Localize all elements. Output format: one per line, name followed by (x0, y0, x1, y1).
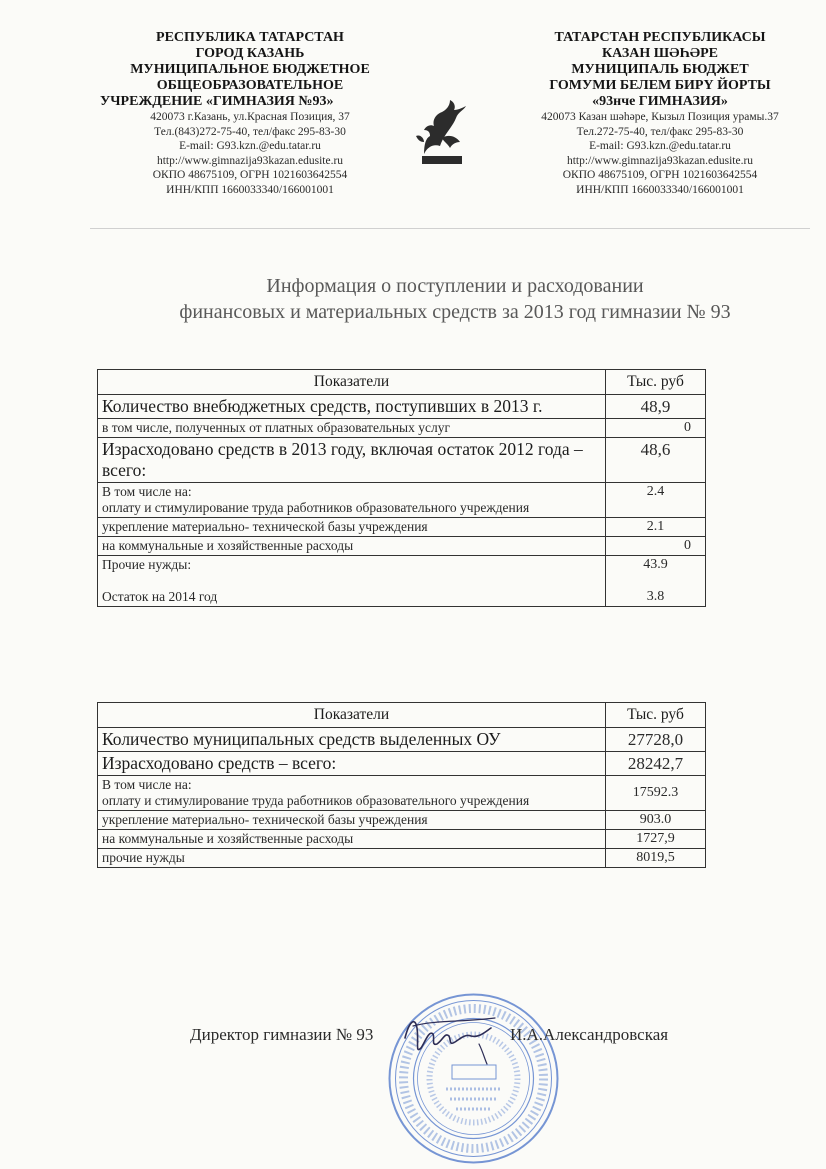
title-line: Информация о поступлении и расходовании (266, 275, 644, 297)
table-row (98, 395, 706, 419)
table-row (98, 419, 706, 438)
row-label-part: Прочие нужды: (102, 557, 192, 572)
row-label: Израсходовано средств – всего: (98, 752, 606, 776)
row-label-part: оплату и стимулирование труда работников образовательного учреждения (102, 500, 530, 515)
letterhead-left-line: УЧРЕЖДЕНИЕ «ГИМНАЗИЯ №93» (100, 94, 334, 109)
row-value: 0 (606, 537, 706, 556)
row-value: 903.0 (606, 811, 706, 830)
table-row (98, 556, 706, 607)
table-row (98, 830, 706, 849)
director-label: Директор гимназии № 93 (190, 1025, 374, 1044)
row-label: укрепление материально- технической базы учреждения (98, 811, 606, 830)
letterhead-left-line: МУНИЦИПАЛЬНОЕ БЮДЖЕТНОЕ (130, 62, 370, 77)
document-title (90, 273, 820, 325)
letterhead-left-detail: http://www.gimnazija93kazan.edusite.ru (156, 154, 344, 167)
row-value: 1727,9 (606, 830, 706, 849)
letterhead-right (510, 30, 810, 197)
row-label (98, 776, 606, 811)
column-header: Показатели (98, 703, 606, 728)
row-label: укрепление материально- технической базы учреждения (98, 518, 606, 537)
table-row (98, 518, 706, 537)
row-label-part: В том числе на: (102, 484, 192, 499)
row-value-part: 3.8 (646, 589, 665, 604)
letterhead-left-line: ГОРОД КАЗАНЬ (195, 46, 305, 61)
row-label: прочие нужды (98, 849, 606, 868)
letterhead-left-line: ОБЩЕОБРАЗОВАТЕЛЬНОЕ (156, 78, 344, 93)
title-line: финансовых и материальных средств за 2013 год гимназии № 93 (179, 301, 731, 323)
letterhead-right-line: ТАТАРСТАН РЕСПУБЛИКАСЫ (554, 30, 766, 45)
director-signature-icon (395, 1008, 525, 1068)
row-value: 2.4 (606, 483, 706, 518)
table-row (98, 752, 706, 776)
letterhead-right-detail: E-mail: G93.kzn.@edu.tatar.ru (589, 140, 731, 152)
letterhead-right-detail: 420073 Казан шәһәре, Кызыл Позиция урамы.37 (541, 111, 779, 123)
row-value: 2.1 (606, 518, 706, 537)
row-label (98, 556, 606, 607)
extrabudget-funds-table (97, 369, 706, 607)
table-header-row (98, 703, 706, 728)
column-header: Показатели (98, 370, 606, 395)
row-label: в том числе, полученных от платных образовательных услуг (98, 419, 606, 438)
letterhead-right-line: ГОМУМИ БЕЛЕМ БИРҮ ЙОРТЫ (549, 78, 771, 93)
row-label-part: В том числе на: (102, 777, 192, 792)
table-row (98, 776, 706, 811)
row-label: на коммунальные и хозяйственные расходы (98, 537, 606, 556)
table-row (98, 438, 706, 483)
director-name: И.А.Александровская (510, 1025, 669, 1044)
row-value: 48,6 (606, 438, 706, 483)
row-value: 48,9 (606, 395, 706, 419)
letterhead-right-line: МУНИЦИПАЛЬ БЮДЖЕТ (571, 62, 749, 77)
table-row (98, 483, 706, 518)
letterhead-left-detail: Тел.(843)272-75-40, тел/факс 295-83-30 (154, 125, 346, 138)
table-row (98, 811, 706, 830)
row-value: 17592.3 (606, 776, 706, 811)
letterhead-left-line: РЕСПУБЛИКА ТАТАРСТАН (156, 30, 344, 45)
letterhead-left-detail: ИНН/КПП 1660033340/166001001 (166, 183, 334, 196)
letterhead-right-line: «93нче ГИМНАЗИЯ» (592, 94, 728, 109)
row-label-part: Остаток на 2014 год (102, 589, 218, 604)
column-header: Тыс. руб (606, 370, 706, 395)
row-label: Количество внебюджетных средств, поступивших в 2013 г. (98, 395, 606, 419)
table-row (98, 537, 706, 556)
letterhead-left (100, 30, 400, 197)
municipal-funds-table (97, 702, 706, 868)
row-label: Количество муниципальных средств выделенных ОУ (98, 728, 606, 752)
letterhead-left-detail: ОКПО 48675109, ОГРН 1021603642554 (152, 169, 348, 181)
row-value-part: 43.9 (643, 557, 668, 572)
row-value: 27728,0 (606, 728, 706, 752)
letterhead-divider (90, 228, 810, 229)
row-value: 8019,5 (606, 849, 706, 868)
table-row (98, 849, 706, 868)
row-value (606, 556, 706, 607)
row-value: 28242,7 (606, 752, 706, 776)
letterhead-left-detail: E-mail: G93.kzn.@edu.tatar.ru (179, 140, 321, 152)
kazan-emblem-icon (412, 98, 472, 168)
table-header-row (98, 370, 706, 395)
table-row (98, 728, 706, 752)
row-value: 0 (606, 419, 706, 438)
row-label-part: оплату и стимулирование труда работников образовательного учреждения (102, 793, 530, 808)
column-header: Тыс. руб (606, 703, 706, 728)
letterhead-left-detail: 420073 г.Казань, ул.Красная Позиция, 37 (150, 111, 350, 123)
letterhead-right-detail: ОКПО 48675109, ОГРН 1021603642554 (562, 169, 758, 181)
letterhead-right-line: КАЗАН ШӘҺӘРЕ (601, 46, 719, 61)
letterhead-right-detail: http://www.gimnazija93kazan.edusite.ru (566, 154, 754, 167)
letterhead-right-detail: ИНН/КПП 1660033340/166001001 (576, 183, 744, 196)
row-label: на коммунальные и хозяйственные расходы (98, 830, 606, 849)
row-label: Израсходовано средств в 2013 году, включая остаток 2012 года – всего: (98, 438, 606, 483)
row-label (98, 483, 606, 518)
letterhead-right-detail: Тел.272-75-40, тел/факс 295-83-30 (576, 125, 744, 138)
